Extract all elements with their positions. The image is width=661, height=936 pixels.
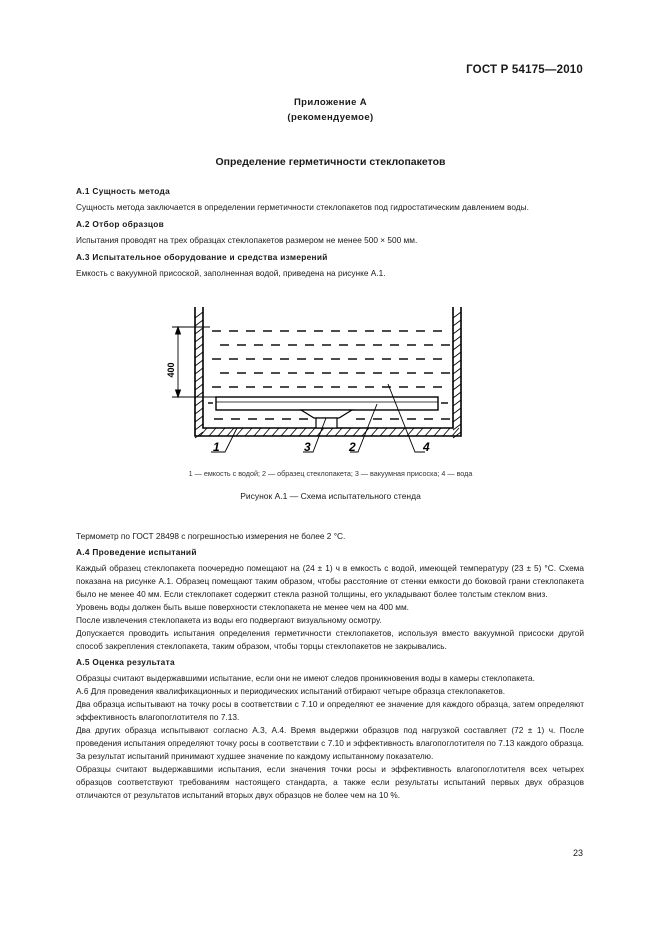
wall-hatch-line (389, 428, 396, 436)
wall-hatch-line (425, 428, 432, 436)
wall-hatch-line (453, 312, 461, 318)
wall-hatch-line (195, 376, 203, 382)
label-suction-cup: 3 (304, 440, 311, 454)
section-heading-a1: А.1 Сущность метода (76, 186, 171, 196)
section-text-a3: Емкость с вакуумной присоской, заполненная водой, приведена на рисунке А.1. (76, 268, 386, 278)
wall-hatch-line (195, 432, 203, 438)
wall-hatch-line (245, 428, 252, 436)
section-text-a4-3: После извлечения стеклопакета из воды его подвергают визуальному осмотру. (76, 615, 382, 625)
standard-number: ГОСТ Р 54175—2010 (466, 64, 583, 76)
wall-hatch-line (453, 376, 461, 382)
wall-hatch-line (335, 428, 342, 436)
section-heading-a4: А.4 Проведение испытаний (76, 547, 197, 557)
wall-hatch-line (195, 368, 203, 374)
section-heading-a5: А.5 Оценка результата (76, 657, 175, 667)
section-text-a6-1: А.6 Для проведения квалификационных и периодических испытаний отбирают четыре образца стеклопакетов. (76, 686, 506, 696)
wall-hatch-line (209, 428, 216, 436)
section-text-a4-2: Уровень воды должен быть выше поверхности стеклопакета не менее чем на 400 мм. (76, 602, 409, 612)
wall-hatch-line (195, 352, 203, 358)
wall-hatch-line (195, 328, 203, 334)
section-text-a4-1: Каждый образец стеклопакета поочередно помещают на (24 ± 1) ч в емкость с водой, имеющей температуру (23 ± 5) °С. Схема показана на рисунке А.1. Образец помещают таким образом, чтобы расстояние от стенки емкости до боковой грани стеклопакета было не менее 40 мм. Если стеклопакет содержит стекла разной толщины, его укладывают более толстым стеклом вниз. (76, 563, 584, 599)
wall-hatch-line (263, 428, 270, 436)
wall-hatch-line (195, 384, 203, 390)
wall-hatch-line (453, 320, 461, 326)
label-sample: 2 (349, 440, 356, 454)
wall-hatch-line (344, 428, 351, 436)
wall-hatch-line (353, 428, 360, 436)
wall-hatch-line (453, 328, 461, 334)
wall-hatch-line (195, 344, 203, 350)
wall-hatch-line (200, 428, 207, 436)
wall-hatch-line (227, 428, 234, 436)
wall-hatch-line (236, 428, 243, 436)
thermometer-text: Термометр по ГОСТ 28498 с погрешностью измерения не более 2 °С. (76, 531, 346, 541)
section-text-a6-4: Образцы считают выдержавшими испытания, если значения точки росы и эффективность влагопоглотителя всех четырех образцов соответствуют требованиям настоящего стандарта, а также если результаты испытаний первых двух образцов отличаются от результатов испытаний вторых двух образцов не более чем на 10 %. (76, 764, 584, 800)
wall-hatch-line (453, 336, 461, 342)
wall-hatch-line (453, 360, 461, 366)
wall-hatch-line (281, 428, 288, 436)
wall-hatch-line (453, 368, 461, 374)
glass-sample (216, 397, 438, 410)
wall-hatch-line (195, 320, 203, 326)
suction-cup-stem (316, 418, 337, 428)
wall-hatch-line (453, 400, 461, 406)
wall-hatch-line (195, 312, 203, 318)
wall-hatch-line (290, 428, 297, 436)
wall-hatch-line (195, 408, 203, 414)
wall-hatch-line (195, 336, 203, 342)
wall-hatch-line (195, 400, 203, 406)
wall-hatch-line (434, 428, 441, 436)
section-text-a6-2: Два образца испытывают на точку росы в соответствии с 7.10 и определяют ее значение для каждого образца, затем определяют эффективность влагопоглотителя по 7.13. (76, 699, 584, 722)
wall-hatch-line (453, 384, 461, 390)
figure-legend: 1 — емкость с водой; 2 — образец стеклопакета; 3 — вакуумная присоска; 4 — вода (188, 469, 473, 478)
suction-cup (301, 410, 352, 418)
dimension-label: 400 (166, 362, 176, 378)
section-text-a1: Сущность метода заключается в определении герметичности стеклопакетов под гидростатическим давлением воды. (76, 202, 529, 212)
wall-hatch-line (416, 428, 423, 436)
section-text-a4-4: Допускается проводить испытания определения герметичности стеклопакетов, используя вместо вакуумной присоски другой способ закрепления стеклопакета, таким образом, чтобы торцы стеклопакетов не закрывались. (76, 628, 584, 651)
label-tank: 1 (213, 440, 220, 454)
wall-hatch-line (299, 428, 306, 436)
wall-hatch-line (326, 428, 333, 436)
wall-hatch-line (218, 428, 225, 436)
wall-hatch-line (453, 424, 461, 430)
wall-hatch-line (380, 428, 387, 436)
section-text-a6-3: Два других образца испытывают согласно А.3, А.4. Время выдержки образцов под нагрузкой составляет (72 ± 1) ч. После проведения испытания определяют точку росы в соответствии с 7.10 и эффективность влагопоглотителя по 7.13 каждого образца. За результат испытаний принимают худшее значение по каждому испытанному показателю. (76, 725, 584, 761)
wall-hatch-line (452, 428, 459, 436)
wall-hatch-line (195, 416, 203, 422)
wall-hatch-line (443, 428, 450, 436)
wall-hatch-line (195, 360, 203, 366)
wall-hatch-line (308, 428, 315, 436)
page-number: 23 (572, 848, 583, 858)
section-heading-a3: А.3 Испытательное оборудование и средства измерений (76, 252, 328, 262)
sections-bottom (76, 530, 584, 802)
wall-hatch-line (371, 428, 378, 436)
wall-hatch-line (453, 392, 461, 398)
wall-hatch-line (195, 424, 203, 430)
annex-title: Приложение А (293, 97, 368, 108)
figure-caption: Рисунок А.1 — Схема испытательного стенда (240, 491, 421, 501)
wall-hatch-line (398, 428, 405, 436)
wall-hatch-line (272, 428, 279, 436)
section-text-a2: Испытания проводят на трех образцах стеклопакетов размером не менее 500 × 500 мм. (76, 235, 418, 245)
section-heading-a2: А.2 Отбор образцов (76, 219, 165, 229)
wall-hatch-line (453, 416, 461, 422)
document-title: Определение герметичности стеклопакетов (215, 156, 446, 168)
wall-hatch-line (453, 352, 461, 358)
label-water: 4 (423, 440, 430, 454)
wall-hatch-line (254, 428, 261, 436)
section-text-a5: Образцы считают выдержавшими испытание, если они не имеют следов проникновения воды в камеры стеклопакета. (76, 673, 535, 683)
wall-hatch-line (453, 344, 461, 350)
annex-status: (рекомендуемое) (287, 112, 374, 123)
wall-hatch-line (453, 408, 461, 414)
dimension-line (172, 327, 216, 397)
